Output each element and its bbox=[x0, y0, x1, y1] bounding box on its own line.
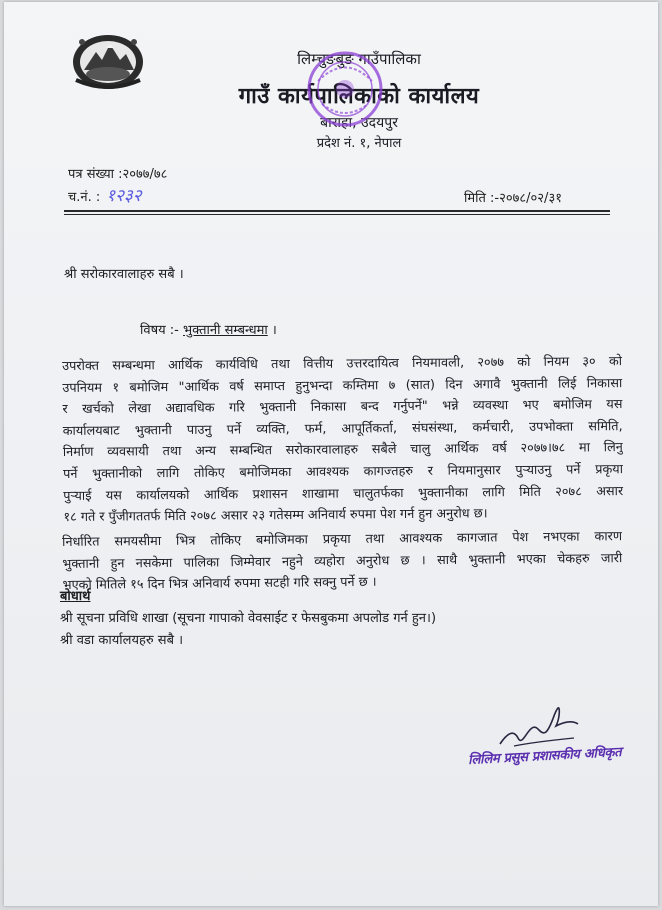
cc-item: श्री सूचना प्रविधि शाखा (सूचना गापाको वेवसाईट र फेसबुकमा अपलोड गर्न हुन।) bbox=[60, 611, 437, 626]
subject-text: भुक्तानी सम्बन्धमा bbox=[183, 323, 268, 338]
body-line: पुऱ्याई यस कार्यालयको आर्थिक प्रशासन शाखामा चालुतर्फका भुक्तानीका लागि मिति २०७८ असार bbox=[63, 483, 624, 504]
body-line: निर्माण व्यवसायी तथा अन्य सम्बन्धित सरोकारवालाहरु सबैले चालु आर्थिक वर्ष २०७७।७८ मा लिनु bbox=[62, 440, 623, 461]
office-seal-stamp bbox=[304, 48, 386, 130]
dispatch-number-label: च.नं. : bbox=[68, 190, 101, 205]
body-line: र खर्चको लेखा अद्यावधिक गरि भुक्तानी निकासा बन्द गर्नुपर्ने" भन्ने व्यवस्था भए बमोजिम यस bbox=[62, 397, 623, 418]
addressee: श्री सरोकारवालाहरु सबै । bbox=[64, 267, 184, 282]
body-line: भुक्तानी हुन नसकेमा पालिका जिम्मेवार नहुने व्यहोरा अनुरोध छ । साथै भुक्तानी भएका चेकहरु जारी bbox=[62, 550, 623, 572]
body-line: उपनियम १ बमोजिम "आर्थिक वर्ष समाप्त हुनुभन्दा कम्तिमा ७ (सात) दिन अगावै भुक्तानी लिई निकासा bbox=[62, 375, 623, 396]
dispatch-number-handwritten: १२३२ bbox=[106, 186, 142, 206]
province-line: प्रदेश नं. १, नेपाल bbox=[316, 136, 402, 151]
subject-label: विषय :- bbox=[140, 323, 179, 338]
subject-line bbox=[140, 320, 277, 338]
nepal-emblem-logo bbox=[70, 30, 146, 90]
body-paragraph-1 bbox=[62, 351, 623, 529]
header-divider bbox=[64, 210, 610, 212]
body-line: भएको मितिले १५ दिन भित्र अनिवार्य रुपमा सटही गरि सक्नु पर्ने छ । bbox=[62, 574, 377, 594]
letter-date: मिति :-२०७८/०२/३१ bbox=[464, 191, 562, 206]
cc-section bbox=[60, 586, 436, 652]
office-name: गाउँ कार्यपालिकाको कार्यालय bbox=[238, 84, 480, 109]
signatory-stamp: लिलिम प्रसुस प्रशासकीय अधिकृत bbox=[467, 744, 622, 768]
header-divider-thin bbox=[64, 214, 610, 215]
letter-page bbox=[4, 2, 658, 906]
office-location: बाराहा, उदयपुर bbox=[320, 115, 398, 131]
body-line: उपरोक्त सम्बन्धमा आर्थिक कार्यविधि तथा वित्तीय उत्तरदायित्व नियमावली, २०७७ को नियम ३० को bbox=[62, 354, 623, 374]
body-line: पर्ने भुक्तानीको लागि तोकिए बमोजिमका आवश्यक कागज्तहरु र नियमानुसार पुऱ्याउनु पर्ने प्रकृया bbox=[62, 462, 624, 482]
body-line: निर्धारित समयसीमा भित्र तोकिए बमोजिमका प्रकृया तथा आवश्यक कागजात पेश नभएका कारण bbox=[62, 529, 623, 550]
subject-end: । bbox=[267, 323, 277, 338]
cc-title: बोधार्थ bbox=[60, 589, 91, 604]
dispatch-number bbox=[68, 183, 142, 206]
body-line: १८ गते र पुँजीगततर्फ मिति २०७८ असार २३ गतेसम्म अनिवार्य रुपमा पेश गर्न हुन अनुरोध छ। bbox=[63, 506, 488, 526]
cc-item: श्री वडा कार्यालयहरु सबै । bbox=[60, 633, 184, 648]
municipality-name: लिम्चुङबुङ गाउँपालिका bbox=[297, 50, 421, 68]
body-line: कार्यालयबाट भुक्तानी पाउनु पर्ने व्यक्ति, फर्म, आपूर्तिकर्ता, संघसंस्था, कर्मचारी, उपभोक्ता समिति, bbox=[62, 418, 623, 439]
reference-number: पत्र संख्या :२०७७/७८ bbox=[68, 167, 168, 182]
